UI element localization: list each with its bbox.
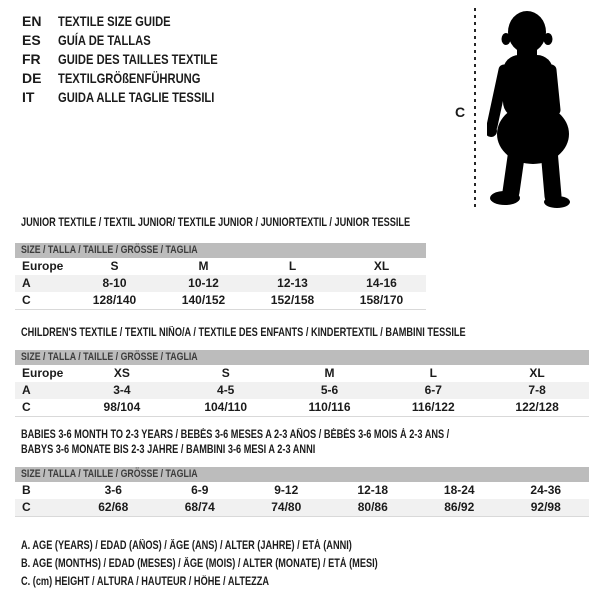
table-row — [15, 365, 589, 382]
section-title-text: CHILDREN'S TEXTILE / TEXTIL NIÑO/A / TEXTILE DES ENFANTS / KINDERTEXTIL / BAMBINI TESSILE — [21, 327, 466, 339]
language-code: EN — [22, 13, 42, 29]
language-code: FR — [22, 51, 41, 67]
table-cell: 3-6 — [104, 483, 122, 497]
table-cell: 24-36 — [530, 483, 562, 497]
table-row — [15, 399, 589, 416]
table-cell: M — [324, 366, 335, 380]
table-cell: S — [110, 259, 119, 273]
size-header-bar — [15, 350, 589, 365]
table-cell: 116/122 — [411, 400, 455, 414]
table-row — [15, 499, 589, 516]
note-age-years — [21, 537, 467, 555]
babies-size-table — [15, 467, 589, 517]
table-cell: 80/86 — [357, 500, 388, 514]
table-cell: 14-16 — [366, 276, 397, 290]
section-title-junior — [21, 216, 507, 231]
size-header-text: SIZE / TALLA / TAILLE / GRÖSSE / TAGLIA — [21, 351, 198, 363]
language-code: DE — [22, 70, 42, 86]
row-label: C — [22, 400, 31, 414]
table-cell: 152/158 — [270, 293, 315, 307]
table-cell: 62/68 — [98, 500, 129, 514]
table-cell: 9-12 — [274, 483, 299, 497]
table-row — [15, 482, 589, 499]
table-row — [15, 258, 426, 275]
height-dotted-line — [474, 8, 476, 210]
language-label: TEXTILE SIZE GUIDE — [58, 13, 171, 29]
size-header-text: SIZE / TALLA / TAILLE / GRÖSSE / TAGLIA — [21, 468, 198, 480]
row-label: B — [22, 483, 31, 497]
height-marker-label: C — [455, 104, 466, 120]
table-row — [15, 275, 426, 292]
table-cell: 92/98 — [530, 500, 561, 514]
note-age-months — [21, 555, 467, 573]
table-cell: S — [221, 366, 230, 380]
table-cell: XL — [529, 366, 545, 380]
note-height-cm — [21, 573, 467, 591]
table-cell: 128/140 — [92, 293, 137, 307]
note-text: A. AGE (YEARS) / EDAD (AÑOS) / ÂGE (ANS) / ALTER (JAHRE) / ETÀ (ANNI) — [21, 540, 352, 552]
row-label: A — [22, 383, 31, 397]
row-label: C — [22, 293, 31, 307]
section-title-text: BABIES 3-6 MONTH TO 2-3 YEARS / BEBÉS 3-6 MESES A 2-3 AÑOS / BÉBÉS 3-6 MOIS À 2-3 ANS / — [21, 429, 450, 441]
table-cell: 6-7 — [424, 383, 442, 397]
language-label: TEXTILGRÖßENFÜHRUNG — [58, 70, 201, 86]
table-cell: XL — [373, 259, 390, 273]
table-cell: 140/152 — [181, 293, 226, 307]
note-text: C. (cm) HEIGHT / ALTURA / HAUTEUR / HÖHE / ALTEZZA — [21, 576, 270, 588]
note-text: B. AGE (MONTHS) / EDAD (MESES) / ÂGE (MOIS) / ALTER (MONATE) / ETÀ (MESI) — [21, 558, 378, 570]
language-row — [22, 50, 258, 69]
section-title-children — [21, 326, 577, 341]
table-cell: 12-13 — [277, 276, 308, 290]
legend-notes — [21, 537, 467, 591]
table-cell: 74/80 — [271, 500, 302, 514]
size-header-text: SIZE / TALLA / TAILLE / GRÖSSE / TAGLIA — [21, 244, 198, 256]
table-cell: 18-24 — [443, 483, 475, 497]
toddler-silhouette-icon — [487, 8, 582, 210]
table-cell: 104/110 — [204, 400, 248, 414]
table-cell: 68/74 — [184, 500, 215, 514]
size-header-bar — [15, 243, 426, 258]
row-label: Europe — [22, 259, 64, 273]
table-cell: L — [288, 259, 297, 273]
table-cell: 7-8 — [528, 383, 546, 397]
language-label: GUÍA DE TALLAS — [58, 32, 151, 48]
table-row — [15, 292, 426, 309]
language-code: ES — [22, 32, 41, 48]
table-cell: 158/170 — [359, 293, 404, 307]
row-label: C — [22, 500, 31, 514]
language-row — [22, 88, 258, 107]
section-title-text: JUNIOR TEXTILE / TEXTIL JUNIOR/ TEXTILE JUNIOR / JUNIORTEXTIL / JUNIOR TESSILE — [21, 217, 411, 229]
language-label: GUIDA ALLE TAGLIE TESSILI — [58, 89, 215, 105]
table-cell: 3-4 — [113, 383, 131, 397]
table-cell: 110/116 — [308, 400, 351, 414]
section-title-babies — [21, 428, 556, 458]
size-header-bar — [15, 467, 589, 482]
table-cell: 86/92 — [444, 500, 475, 514]
table-row — [15, 382, 589, 399]
section-title-text: BABYS 3-6 MONATE BIS 2-3 JAHRE / BAMBINI 3-6 MESI A 2-3 ANNI — [21, 444, 316, 456]
row-label: A — [22, 276, 31, 290]
language-row — [22, 12, 258, 31]
table-cell: 98/104 — [103, 400, 141, 414]
table-cell: 5-6 — [320, 383, 339, 397]
junior-size-table — [15, 243, 426, 310]
table-cell: L — [429, 366, 437, 380]
language-row — [22, 69, 258, 88]
language-code: IT — [22, 89, 35, 105]
row-label: Europe — [22, 366, 64, 380]
language-row — [22, 31, 258, 50]
table-cell: 4-5 — [217, 383, 235, 397]
table-cell: M — [198, 259, 209, 273]
language-label: GUIDE DES TAILLES TEXTILE — [58, 51, 218, 67]
table-cell: 8-10 — [102, 276, 127, 290]
table-cell: 12-18 — [357, 483, 389, 497]
table-cell: 6-9 — [191, 483, 209, 497]
table-cell: 122/128 — [515, 400, 559, 414]
table-cell: XS — [113, 366, 130, 380]
children-size-table — [15, 350, 589, 417]
language-list — [22, 12, 258, 107]
table-cell: 10-12 — [188, 276, 219, 290]
